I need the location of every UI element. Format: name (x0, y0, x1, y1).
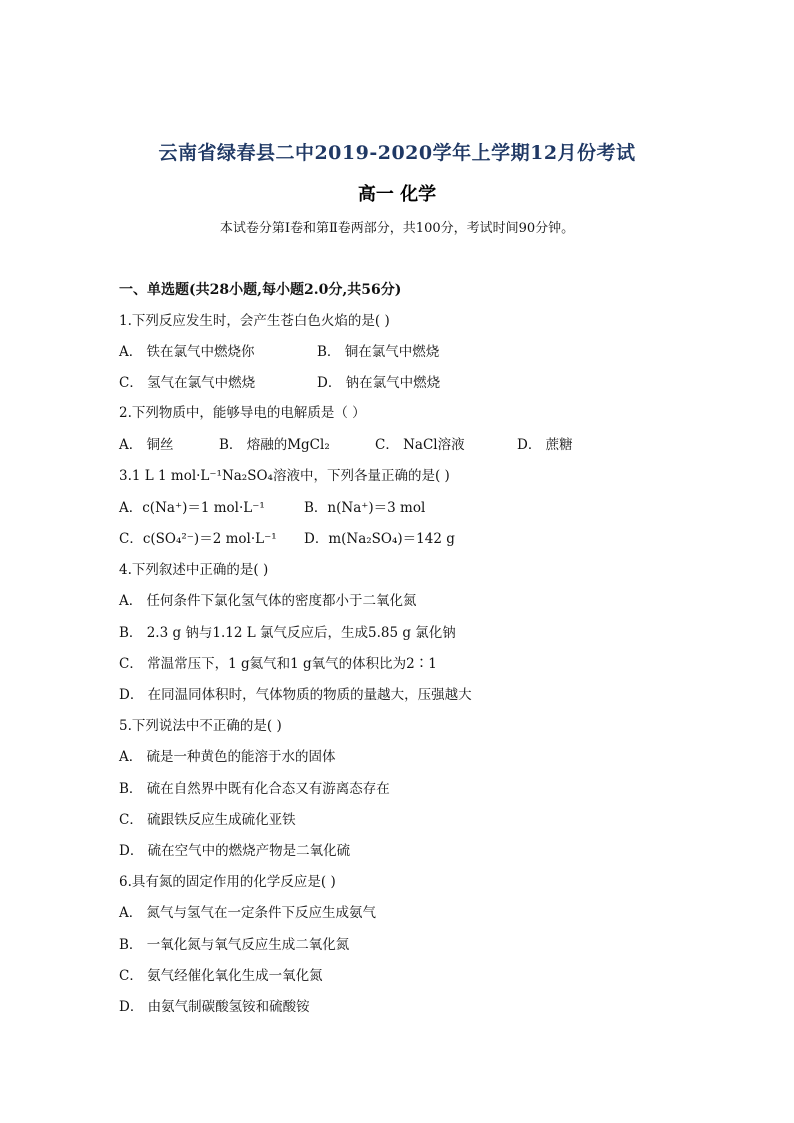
question-option: C．c(SO₄²⁻)＝2 mol·L⁻¹ (119, 531, 277, 547)
question-option: D． 硫在空气中的燃烧产物是二氧化硫 (119, 843, 351, 859)
question-option: D． 钠在氯气中燃烧 (317, 375, 441, 391)
question-stem: 5.下列说法中不正确的是( ) (119, 718, 282, 734)
question-option: B． 铜在氯气中燃烧 (317, 344, 440, 360)
exam-title: 云南省绿春县二中2019-2020学年上学期12月份考试 (158, 142, 636, 164)
question-stem: 1.下列反应发生时，会产生苍白色火焰的是( ) (119, 313, 390, 329)
section-heading: 一、单选题(共28小题,每小题2.0分,共56分) (119, 282, 402, 298)
exam-subtitle: 高一 化学 (357, 184, 437, 205)
question-option: D． 蔗糖 (517, 437, 573, 453)
question-option: B． 硫在自然界中既有化合态又有游离态存在 (119, 781, 390, 797)
question-option: A． 铁在氯气中燃烧你 (119, 344, 255, 360)
question-option: C． 氨气经催化氧化生成一氧化氮 (119, 968, 323, 984)
question-option: C． 硫跟铁反应生成硫化亚铁 (119, 812, 296, 828)
question-option: D． 在同温同体积时，气体物质的物质的量越大，压强越大 (119, 687, 472, 703)
question-option: D． 由氨气制碳酸氢铵和硫酸铵 (119, 999, 310, 1015)
question-option: C． 氢气在氯气中燃烧 (119, 375, 256, 391)
question-option: B． 一氧化氮与氧气反应生成二氧化氮 (119, 937, 350, 953)
question-option: C． NaCl溶液 (375, 437, 465, 453)
exam-intro: 本试卷分第Ⅰ卷和第Ⅱ卷两部分，共100分，考试时间90分钟。 (219, 221, 575, 236)
question-stem: 4.下列叙述中正确的是( ) (119, 562, 269, 578)
question-option: A． 任何条件下氯化氢气体的密度都小于二氧化氮 (119, 593, 417, 609)
question-option: B． 2.3 g 钠与1.12 L 氯气反应后，生成5.85 g 氯化钠 (119, 625, 456, 641)
question-stem: 2.下列物质中，能够导电的电解质是（ ） (119, 405, 366, 421)
question-option: B．n(Na⁺)＝3 mol (304, 500, 426, 516)
question-option: A． 氮气与氢气在一定条件下反应生成氨气 (119, 905, 377, 921)
question-stem: 6.具有氮的固定作用的化学反应是( ) (119, 874, 336, 890)
question-option: A．c(Na⁺)＝1 mol·L⁻¹ (119, 500, 265, 516)
question-option: D．m(Na₂SO₄)＝142 g (304, 531, 455, 547)
question-option: A． 铜丝 (119, 437, 174, 453)
question-option: A． 硫是一种黄色的能溶于水的固体 (119, 749, 336, 765)
question-option: C． 常温常压下，1 g氦气和1 g氧气的体积比为2∶1 (119, 656, 437, 672)
question-stem: 3.1 L 1 mol·L⁻¹Na₂SO₄溶液中，下列各量正确的是( ) (119, 468, 450, 484)
question-option: B． 熔融的MgCl₂ (219, 437, 330, 453)
